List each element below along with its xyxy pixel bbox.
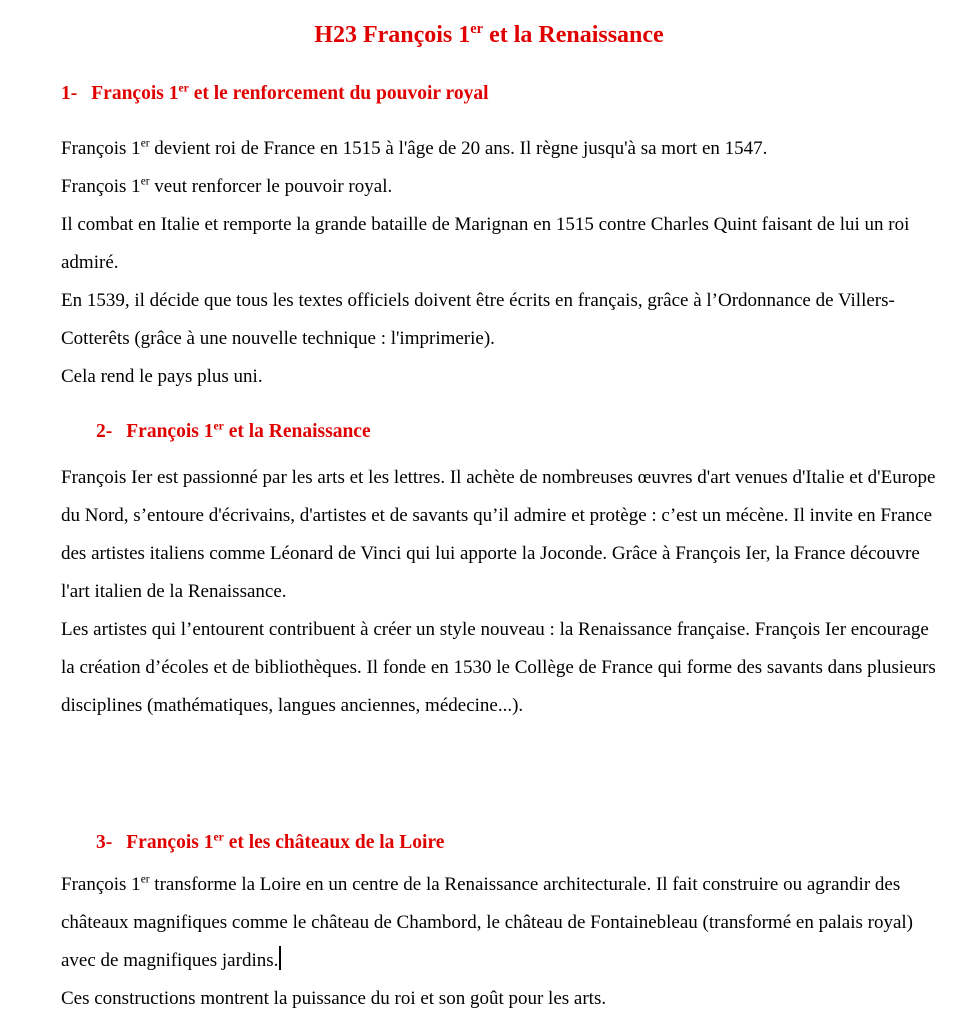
section-3-body — [61, 866, 941, 1018]
document-title: H23 François 1er et la Renaissance — [314, 21, 664, 48]
section-1-body — [61, 130, 941, 396]
paragraph: François 1er veut renforcer le pouvoir royal. — [61, 175, 393, 197]
section-2-body — [61, 459, 941, 725]
paragraph: Cela rend le pays plus uni. — [61, 366, 263, 387]
paragraph: Il combat en Italie et remporte la grande bataille de Marignan en 1515 contre Charles Quint faisant de lui un roi admiré. — [61, 214, 910, 273]
text-cursor — [279, 946, 281, 970]
paragraph: François 1er transforme la Loire en un centre de la Renaissance architecturale. Il fait construire ou agrandir des châteaux magnifiques comme le château de Chambord, le château de Fontainebleau (transformé en palais royal) avec de magnifiques jardins. — [61, 873, 914, 971]
paragraph: François 1er devient roi de France en 1515 à l'âge de 20 ans. Il règne jusqu'à sa mort en 1547. — [61, 137, 768, 159]
paragraph: Les artistes qui l’entourent contribuent à créer un style nouveau : la Renaissance française. François Ier encourage la création d’écoles et de bibliothèques. Il fonde en 1530 le Collège de France qui forme des savants dans plusieurs disciplines (mathématiques, langues anciennes, médecine...). — [61, 619, 936, 716]
paragraph: En 1539, il décide que tous les textes officiels doivent être écrits en français, grâce à l’Ordonnance de Villers-Cotterêts (grâce à une nouvelle technique : l'imprimerie). — [61, 290, 895, 349]
section-3-heading: 3- François 1er et les châteaux de la Loire — [96, 830, 445, 853]
paragraph: Ces constructions montrent la puissance du roi et son goût pour les arts. — [61, 988, 607, 1009]
paragraph: François Ier est passionné par les arts et les lettres. Il achète de nombreuses œuvres d'art venues d'Italie et d'Europe du Nord, s’entoure d'écrivains, d'artistes et de savants qu’il admire et protège : c’est un mécène. Il invite en France des artistes italiens comme Léonard de Vinci qui lui apporte la Joconde. Grâce à François Ier, la France découvre l'art italien de la Renaissance. — [61, 467, 936, 602]
section-1-heading: 1- François 1er et le renforcement du pouvoir royal — [61, 81, 489, 104]
section-2-heading: 2- François 1er et la Renaissance — [96, 419, 371, 442]
